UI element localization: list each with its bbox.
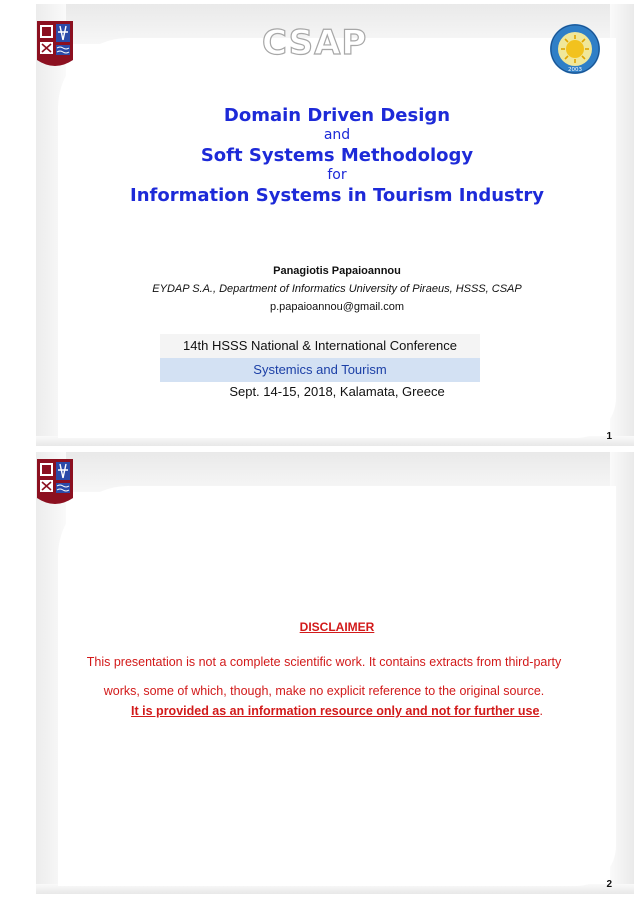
author-name: Panagiotis Papaioannou — [273, 265, 401, 277]
presentation-title — [58, 104, 616, 207]
conference-date-place: Sept. 14-15, 2018, Kalamata, Greece — [229, 384, 445, 399]
conference-box — [160, 334, 480, 382]
disclaimer-usage-period: . — [539, 704, 543, 718]
page-number: 2 — [606, 879, 612, 890]
author-info — [58, 262, 616, 316]
slide-1 — [0, 4, 638, 450]
disclaimer-body — [50, 648, 598, 706]
title-line-soft-systems-methodology: Soft Systems Methodology — [200, 145, 474, 166]
title-line-and: and — [323, 127, 351, 143]
page-number: 1 — [606, 431, 612, 442]
author-affiliation: EYDAP S.A., Department of Informatics University of Piraeus, HSSS, CSAP — [152, 283, 522, 295]
title-line-domain-driven-design: Domain Driven Design — [223, 105, 451, 126]
disclaimer-title: DISCLAIMER — [299, 620, 375, 634]
seal-year: 2003 — [568, 67, 582, 73]
disclaimer-usage-note — [58, 704, 616, 718]
title-line-for: for — [327, 167, 347, 183]
society-seal-icon — [549, 23, 601, 75]
slide-2 — [0, 452, 638, 898]
disclaimer-line-2: works, some of which, though, make no explicit reference to the original source. — [103, 684, 545, 698]
conference-theme: Systemics and Tourism — [160, 358, 480, 382]
disclaimer-usage-strong: It is provided as an information resource only and not for further use — [131, 704, 540, 718]
conference-name: 14th HSSS National & International Conference — [160, 334, 480, 358]
disclaimer-line-1: This presentation is not a complete scientific work. It contains extracts from third-party — [86, 655, 562, 669]
csap-wordmark: CSAP — [262, 23, 368, 63]
university-logo-icon — [36, 458, 74, 510]
author-email: p.papaioannou@gmail.com — [269, 301, 405, 313]
title-line-information-systems: Information Systems in Tourism Industry — [130, 185, 544, 206]
university-logo-icon — [36, 20, 74, 72]
